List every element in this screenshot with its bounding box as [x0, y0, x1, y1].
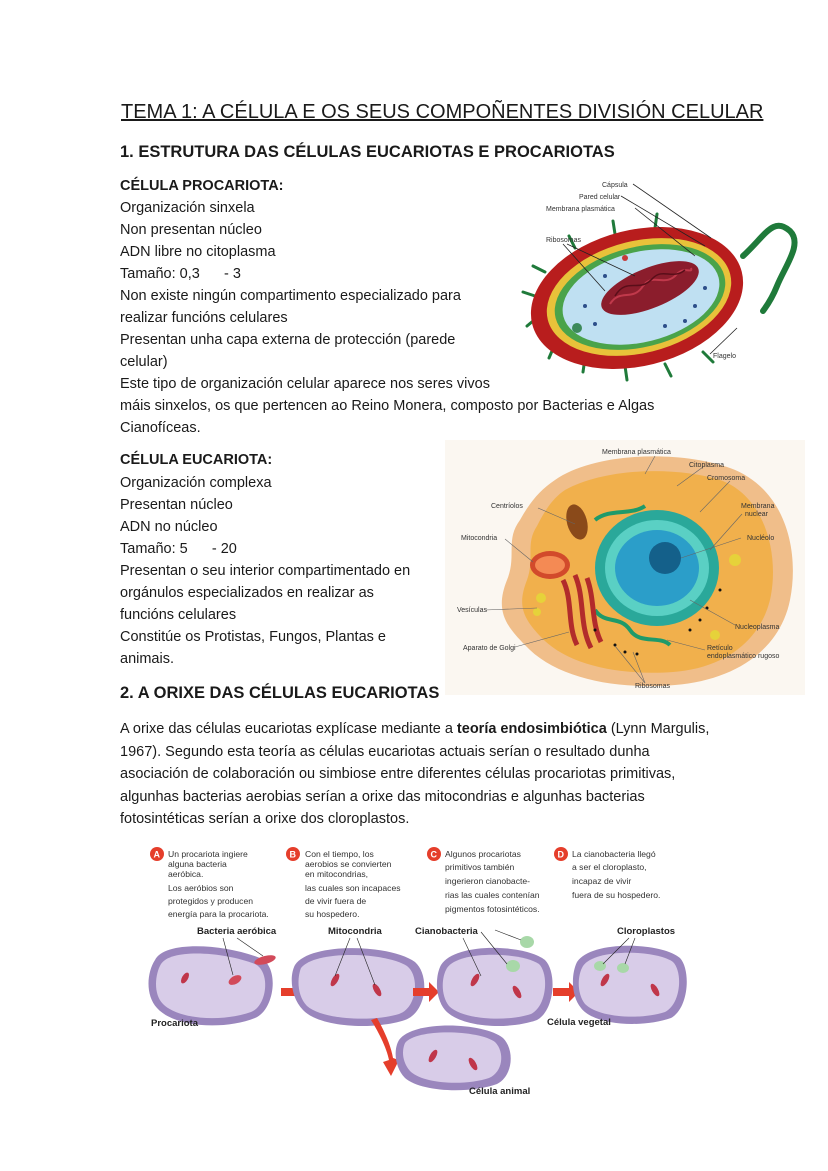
text-line: Organización complexa — [120, 475, 272, 491]
label-mitocondria: Mitocondria — [328, 926, 382, 937]
text-line: Non presentan núcleo — [120, 222, 262, 238]
label-celula-animal: Célula animal — [469, 1086, 531, 1097]
label-celula-vegetal: Célula vegetal — [547, 1017, 611, 1028]
label-capsula: Cápsula — [602, 182, 628, 189]
label-vesiculas: Vesículas — [457, 607, 487, 614]
cell-procariota — [149, 938, 277, 1025]
label-pared: Pared celular — [579, 194, 621, 201]
paragraph-text-end: (Lynn Margulis, 1967). Segundo esta teoría as células eucariotas actuais serían o resultado dunha asociación de colaboración ou simbiose entre diferentes células procariotas primitivas, algunhas bacterias aerobias serían a orixe das mitocondrias e algunhas bacterias fotosintéticas serían a orixe dos cloroplastos. — [120, 721, 710, 827]
step-a-line: aeróbica. — [168, 869, 204, 879]
step-d-line: a ser el cloroplasto, — [572, 862, 647, 872]
step-a — [150, 847, 269, 919]
step-b — [286, 847, 401, 919]
paragraph-text-start: A orixe das células eucariotas explícase mediante a — [120, 721, 457, 737]
cell-animal — [396, 1026, 511, 1091]
step-b-line: su hospedero. — [305, 909, 360, 919]
step-c-line: Algunos procariotas — [445, 849, 521, 859]
text-line: Presentan unha capa externa de protección (parede — [120, 332, 456, 348]
text-line: Presentan núcleo — [120, 497, 233, 513]
step-c-line: ingerieron cianobacte- — [445, 876, 531, 886]
section-2-heading: 2. A ORIXE DAS CÉLULAS EUCARIOTAS — [120, 684, 440, 702]
step-d-line: La cianobacteria llegó — [572, 849, 656, 859]
step-c-letter: C — [430, 849, 437, 860]
label-membrana: Membrana plasmática — [546, 206, 615, 213]
procariota-heading: CÉLULA PROCARIOTA: — [120, 178, 284, 194]
label-membrana-nuclear: Membrana — [741, 503, 775, 510]
flagellum — [743, 226, 795, 311]
cell-vegetal — [573, 938, 687, 1024]
text-line: Presentan o seu interior compartimentado en — [120, 563, 411, 579]
section-1-heading: 1. ESTRUTURA DAS CÉLULAS EUCARIOTAS E PROCARIOTAS — [120, 143, 615, 161]
cell-cianobacteria — [437, 930, 553, 1026]
paragraph-bold-term: teoría endosimbiótica — [456, 721, 607, 737]
label-bacteria-aerobica: Bacteria aeróbica — [197, 926, 277, 937]
text-line: ADN libre no citoplasma — [120, 244, 276, 260]
text-line: Este tipo de organización celular aparece nos seres vivos — [120, 376, 490, 392]
step-a-line: alguna bacteria — [168, 859, 227, 869]
label-cromosoma: Cromosoma — [707, 475, 746, 482]
text-line: Organización sinxela — [120, 200, 255, 216]
step-a-line: Los aeróbios son — [168, 883, 234, 893]
label-nucleoplasma: Nucleoplasma — [735, 624, 780, 631]
label-mitocondria: Mitocondria — [461, 535, 498, 542]
step-b-letter: B — [289, 849, 296, 860]
step-a-letter: A — [153, 849, 160, 860]
label-reticulo-2: endoplasmático rugoso — [707, 653, 780, 660]
arrow-down-icon — [371, 1018, 399, 1076]
text-line: máis sinxelos, os que pertencen ao Reino Monera, composto por Bacterias e Algas — [120, 398, 655, 414]
label-ribosomas: Ribosomas — [546, 237, 582, 244]
step-b-line: aerobios se convierten — [305, 859, 392, 869]
cell-mitocondria — [292, 938, 425, 1026]
label-membrana: Membrana plasmática — [602, 449, 671, 456]
text-line: funcións celulares — [120, 607, 237, 623]
step-a-line: protegidos y producen — [168, 896, 254, 906]
step-d — [554, 847, 660, 900]
step-b-line: de vivir fuera de — [305, 896, 367, 906]
step-c-line: rias las cuales contenían — [445, 890, 540, 900]
step-b-line: las cuales son incapaces — [305, 883, 401, 893]
step-c-line: primitivos también — [445, 862, 515, 872]
step-d-line: fuera de su hospedero. — [572, 890, 661, 900]
text-line: Tamaño: 0,3 - 3 — [120, 266, 241, 282]
eucariota-heading: CÉLULA EUCARIOTA: — [120, 452, 273, 468]
step-a-line: Un procariota ingiere — [168, 849, 248, 859]
text-line: Non existe ningún compartimento especializado para — [120, 288, 461, 304]
step-c-line: pigmentos fotosintéticos. — [445, 904, 540, 914]
endosymbiotic-paragraph — [120, 718, 720, 831]
step-b-line: en mitocondrias, — [305, 869, 369, 879]
step-b-line: Con el tiempo, los — [305, 849, 374, 859]
label-centriolos: Centríolos — [491, 503, 523, 510]
text-line: animais. — [120, 651, 174, 667]
label-reticulo: Retículo — [707, 645, 733, 652]
text-line: Constitúe os Protistas, Fungos, Plantas e — [120, 629, 386, 645]
text-line: celular) — [120, 354, 168, 370]
label-cloroplastos: Cloroplastos — [617, 926, 676, 937]
label-flagelo: Flagelo — [713, 353, 736, 360]
text-line: orgánulos especializados en realizar as — [120, 585, 374, 601]
text-line: realizar funcións celulares — [120, 310, 288, 326]
text-line: Tamaño: 5 - 20 — [120, 541, 237, 557]
label-procariota: Procariota — [151, 1018, 198, 1029]
label-ribosomas: Ribosomas — [635, 683, 671, 690]
eukaryote-cell-diagram — [445, 440, 805, 695]
label-membrana-nuclear-2: nuclear — [745, 511, 768, 518]
text-line: Cianofíceas. — [120, 420, 201, 436]
step-d-letter: D — [557, 849, 564, 860]
prokaryote-cell-diagram — [515, 176, 810, 386]
text-line: ADN no núcleo — [120, 519, 218, 535]
label-nucleolo: Nucléolo — [747, 535, 775, 542]
label-golgi: Aparato de Golgi — [463, 645, 516, 652]
label-cianobacteria: Cianobacteria — [415, 926, 478, 937]
endosymbiosis-diagram — [145, 840, 690, 1100]
step-a-line: energía para la procariota. — [168, 909, 269, 919]
label-citoplasma: Citoplasma — [689, 462, 725, 469]
step-c — [427, 847, 540, 914]
page-title: TEMA 1: A CÉLULA E OS SEUS COMPOÑENTES DIVISIÓN CELULAR — [121, 101, 764, 123]
step-d-line: incapaz de vivir — [572, 876, 632, 886]
